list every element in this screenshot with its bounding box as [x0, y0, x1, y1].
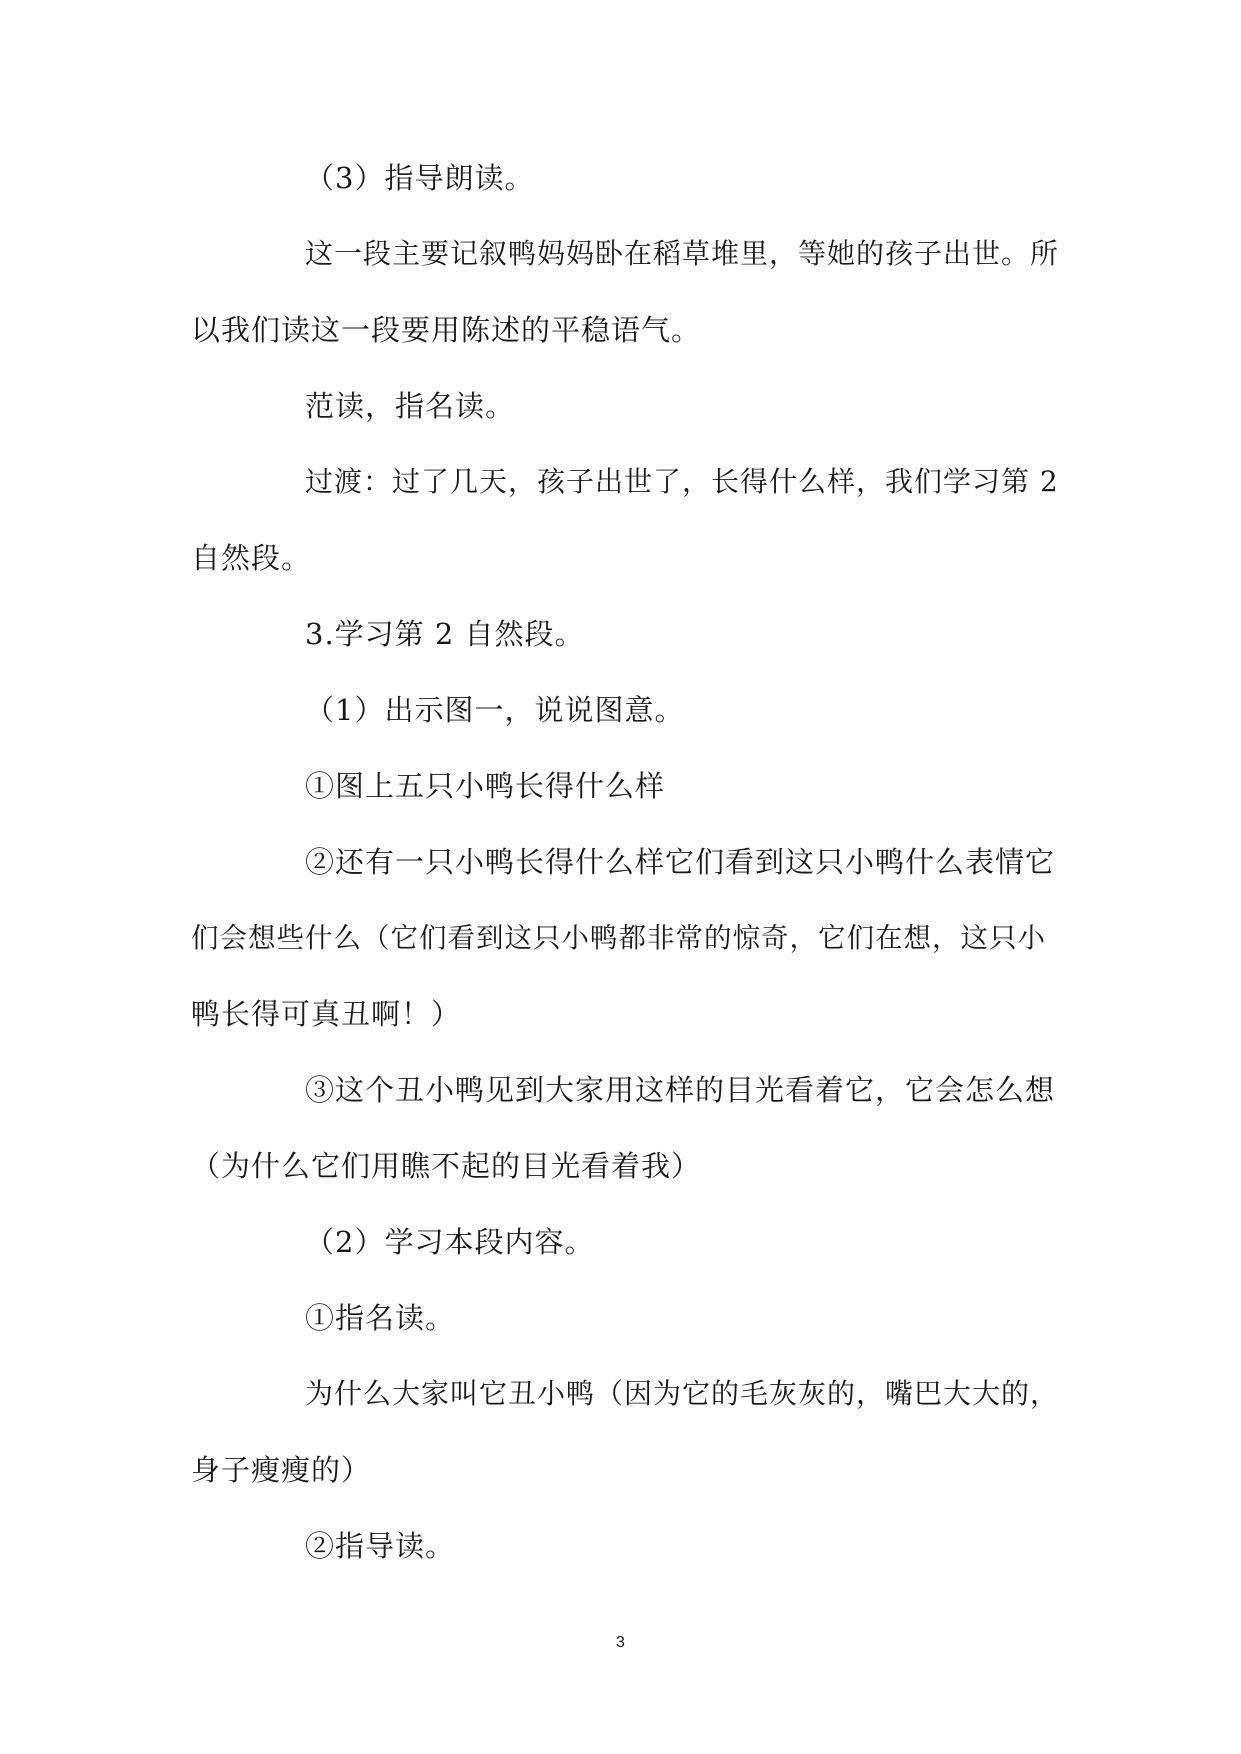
section-heading: 3.学习第 2 自然段。 — [305, 617, 585, 651]
paragraph-line: 过渡：过了几天，孩子出世了，长得什么样，我们学习第 2 — [305, 465, 1059, 498]
question-line: ③这个丑小鸭见到大家用这样的目光看着它，它会怎么想 — [305, 1073, 1056, 1107]
paragraph-line: 鸭长得可真丑啊！） — [191, 997, 462, 1031]
question-line: ②指导读。 — [305, 1529, 456, 1563]
page-number: 3 — [616, 1634, 625, 1651]
paragraph-line: 以我们读这一段要用陈述的平稳语气。 — [191, 313, 702, 347]
question-line: ①指名读。 — [305, 1301, 456, 1335]
paragraph-line: （1）出示图一，说说图意。 — [305, 693, 685, 727]
question-line: ②还有一只小鸭长得什么样它们看到这只小鸭什么表情它 — [305, 845, 1056, 879]
paragraph-line: （2）学习本段内容。 — [305, 1225, 595, 1259]
paragraph-line: （为什么它们用瞧不起的目光看着我） — [191, 1149, 702, 1183]
paragraph-line: 身子瘦瘦的） — [191, 1453, 372, 1487]
paragraph-line: 范读，指名读。 — [305, 389, 516, 423]
paragraph-line: 自然段。 — [191, 541, 312, 575]
paragraph-line: 为什么大家叫它丑小鸭（因为它的毛灰灰的，嘴巴大大的， — [305, 1377, 1060, 1410]
paragraph-line: （3）指导朗读。 — [305, 161, 535, 195]
paragraph-line: 们会想些什么（它们看到这只小鸭都非常的惊奇，它们在想，这只小 — [191, 922, 1046, 954]
document-body — [191, 140, 1059, 1584]
paragraph-line: 这一段主要记叙鸭妈妈卧在稻草堆里，等她的孩子出世。所 — [305, 237, 1060, 270]
question-line: ①图上五只小鸭长得什么样 — [305, 769, 666, 803]
